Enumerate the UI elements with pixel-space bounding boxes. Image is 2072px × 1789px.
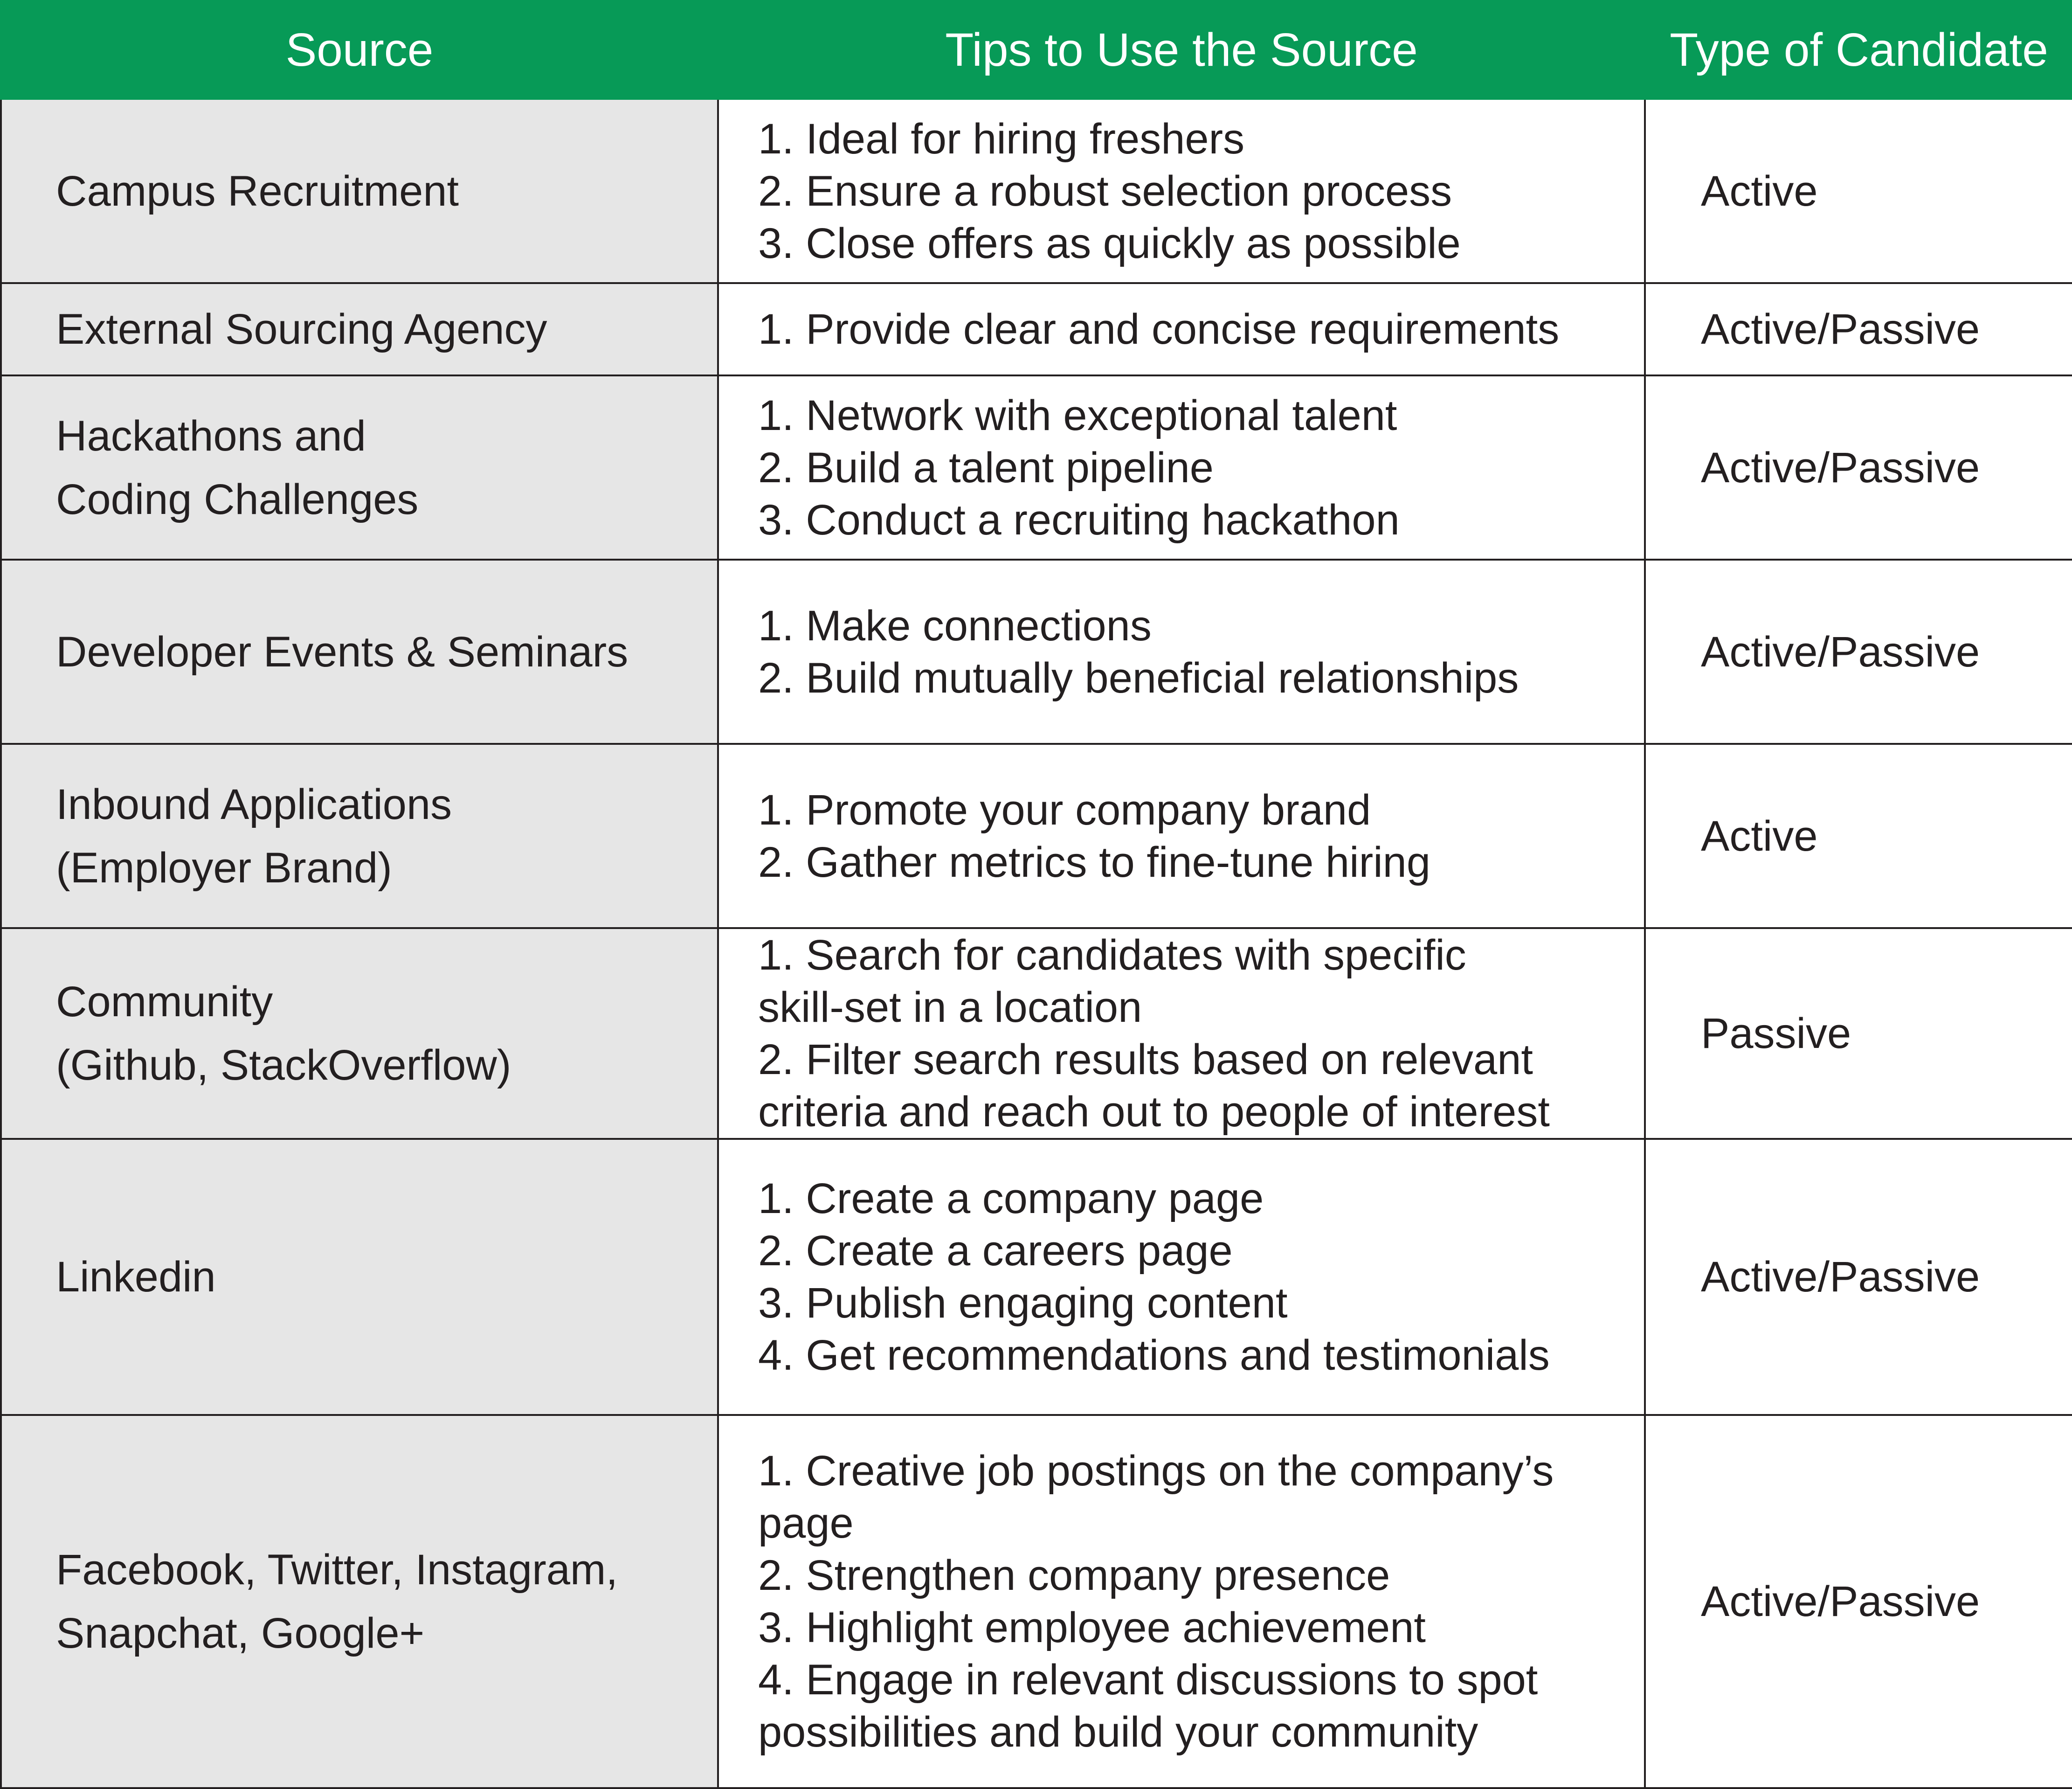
tip-line: 2. Ensure a robust selection process xyxy=(758,167,1452,215)
source-line: Coding Challenges xyxy=(56,475,419,523)
header-type-of-candidate: Type of Candidate xyxy=(1645,1,2072,99)
tip-line: 2. Build mutually beneficial relationships xyxy=(758,654,1519,702)
tip-line: 1. Create a company page xyxy=(758,1175,1264,1222)
tip-line: 4. Get recommendations and testimonials xyxy=(758,1331,1550,1379)
table-row xyxy=(1,744,2072,928)
candidate-type-cell xyxy=(1645,375,2072,560)
source-line: Linkedin xyxy=(56,1253,216,1301)
source-cell xyxy=(1,283,718,375)
tip-line: 1. Ideal for hiring freshers xyxy=(758,115,1245,163)
source-cell xyxy=(1,928,718,1139)
candidate-type: Active/Passive xyxy=(1701,305,1980,353)
source-cell xyxy=(1,1415,718,1788)
tips-cell xyxy=(718,375,1645,560)
tip-line: 1. Search for candidates with specific xyxy=(758,931,1466,979)
source-cell xyxy=(1,560,718,744)
candidate-type-cell xyxy=(1645,99,2072,283)
table-row xyxy=(1,283,2072,375)
tips-cell xyxy=(718,99,1645,283)
tip-line: 3. Conduct a recruiting hackathon xyxy=(758,496,1400,544)
tip-line: 3. Highlight employee achievement xyxy=(758,1604,1426,1651)
header-source: Source xyxy=(1,1,718,99)
tip-line: 2. Filter search results based on relevant xyxy=(758,1036,1533,1083)
candidate-type: Active xyxy=(1701,812,1818,860)
candidate-type-cell xyxy=(1645,1415,2072,1788)
candidate-type-cell xyxy=(1645,283,2072,375)
source-line: Snapchat, Google+ xyxy=(56,1609,425,1657)
source-line: (Github, StackOverflow) xyxy=(56,1041,511,1089)
source-line: (Employer Brand) xyxy=(56,844,392,892)
header-tips: Tips to Use the Source xyxy=(718,1,1645,99)
candidate-type-cell xyxy=(1645,560,2072,744)
table-row xyxy=(1,928,2072,1139)
tip-line: 2. Strengthen company presence xyxy=(758,1552,1390,1599)
header-row xyxy=(1,1,2072,99)
table-header xyxy=(1,1,2072,99)
tips-cell xyxy=(718,928,1645,1139)
tips-cell xyxy=(718,1415,1645,1788)
source-line: Developer Events & Seminars xyxy=(56,628,629,676)
source-line: Facebook, Twitter, Instagram, xyxy=(56,1546,618,1594)
tip-line: 2. Gather metrics to fine-tune hiring xyxy=(758,838,1430,886)
tip-line: 1. Make connections xyxy=(758,602,1152,650)
candidate-type-cell xyxy=(1645,1139,2072,1415)
tip-line: 1. Network with exceptional talent xyxy=(758,391,1397,439)
tip-line: 2. Create a careers page xyxy=(758,1227,1233,1275)
candidate-type-cell xyxy=(1645,744,2072,928)
source-cell xyxy=(1,99,718,283)
source-cell xyxy=(1,744,718,928)
table-row xyxy=(1,1139,2072,1415)
tip-line: 4. Engage in relevant discussions to spot xyxy=(758,1656,1538,1704)
source-cell xyxy=(1,375,718,560)
tip-line: 1. Creative job postings on the company’s xyxy=(758,1447,1554,1495)
table-row xyxy=(1,99,2072,283)
tip-line: 1. Provide clear and concise requirements xyxy=(758,305,1560,353)
tip-line: 1. Promote your company brand xyxy=(758,786,1371,834)
tips-cell xyxy=(718,1139,1645,1415)
source-line: Campus Recruitment xyxy=(56,167,459,215)
tip-line: page xyxy=(758,1499,854,1547)
table-row xyxy=(1,1415,2072,1788)
candidate-type-cell xyxy=(1645,928,2072,1139)
tip-line: 2. Build a talent pipeline xyxy=(758,444,1214,492)
tip-line: 3. Publish engaging content xyxy=(758,1279,1288,1327)
table-body xyxy=(1,99,2072,1788)
tips-cell xyxy=(718,560,1645,744)
source-line: Inbound Applications xyxy=(56,780,452,828)
source-cell xyxy=(1,1139,718,1415)
candidate-type: Passive xyxy=(1701,1010,1851,1057)
source-line: Community xyxy=(56,978,273,1026)
tips-cell xyxy=(718,744,1645,928)
source-line: External Sourcing Agency xyxy=(56,305,547,353)
candidate-type: Active xyxy=(1701,167,1818,215)
table-row xyxy=(1,560,2072,744)
candidate-type: Active/Passive xyxy=(1701,628,1980,676)
candidate-type: Active/Passive xyxy=(1701,1253,1980,1301)
table-row xyxy=(1,375,2072,560)
candidate-type: Active/Passive xyxy=(1701,444,1980,492)
candidate-type: Active/Passive xyxy=(1701,1578,1980,1625)
source-line: Hackathons and xyxy=(56,412,366,460)
tip-line: possibilities and build your community xyxy=(758,1708,1478,1756)
tips-cell xyxy=(718,283,1645,375)
tip-line: skill-set in a location xyxy=(758,984,1142,1031)
tip-line: 3. Close offers as quickly as possible xyxy=(758,219,1461,267)
tip-line: criteria and reach out to people of interest xyxy=(758,1088,1550,1136)
